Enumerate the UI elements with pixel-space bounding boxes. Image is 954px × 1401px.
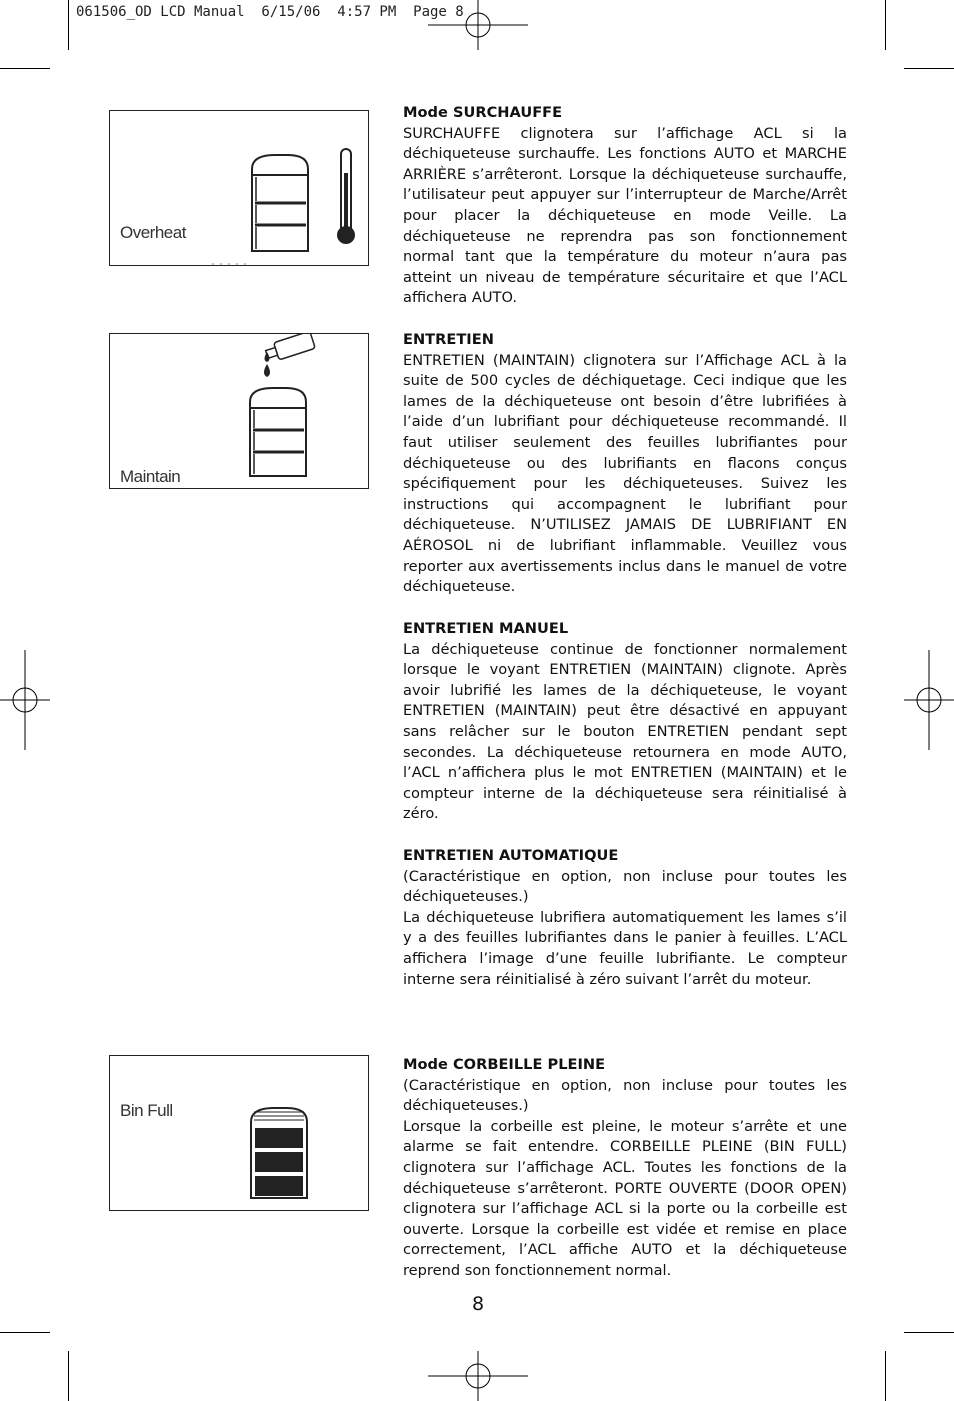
section-entretien-automatique xyxy=(403,846,847,990)
shredder-bin-full-icon xyxy=(110,1056,368,1210)
section-paragraph: La déchiqueteuse continue de fonctionner normalement lorsque le voyant ENTRETIEN (MAINTAIN) clignote. Après avoir lubrifié les lames de la déchiqueteuse, le voyant ENTRETIEN (MAINTAIN) peut être désactivé en appuyant sans relâcher sur le bouton ENTRETIEN pendant sept secondes. La déchiqueteuse retournera en mode AUTO, l’ACL n’affichera plus le mot ENTRETIEN (MAINTAIN) et le compteur interne de la déchiqueteuse sera réinitialisé à zéro. xyxy=(403,640,847,823)
section-title: ENTRETIEN AUTOMATIQUE xyxy=(403,847,619,864)
registration-mark-top xyxy=(428,0,528,50)
section-paragraph: Lorsque la corbeille est pleine, le moteur s’arrête et une alarme se fait entendre. CORBEILLE PLEINE (BIN FULL) clignotera sur l’affichage ACL. Toutes les fonctions de la déchiqueteuse s’arrêteront. PORTE OUVERTE (DOOR OPEN) clignotera sur l’affichage ACL si la porte ou la corbeille est ouverte. Lorsque la corbeille est vidée et remise en place correctement, l’ACL affiche AUTO et la déchiqueteuse reprend son fonctionnement normal. xyxy=(403,1117,847,1279)
section-paragraph: La déchiqueteuse lubrifiera automatiquement les lames s’il y a des feuilles lubrifiantes dans le panier à feuilles. L’ACL affichera l’image d’une feuille lubrifiante. Le compteur interne sera réinitialisé à zéro suivant l’arrêt du moteur. xyxy=(403,908,847,988)
section-paragraph: SURCHAUFFE clignotera sur l’affichage ACL si la déchiqueteuse surchauffe. Les fonctions AUTO et MARCHE ARRIÈRE s’arrêteront. Lorsque la déchiqueteuse surchauffe, l’utilisateur peut appuyer sur l’interrupteur de Marche/Arrêt pour placer la déchiqueteuse en mode Veille. La déchiqueteuse ne reprendra pas son fonctionnement normal tant que la température du moteur n’aura pas atteint un niveau de température sécuritaire et que l’ACL affichera AUTO. xyxy=(403,124,847,307)
section-paragraph: (Caractéristique en option, non incluse pour toutes les déchiqueteuses.) xyxy=(403,867,847,906)
shredder-oil-bottle-icon xyxy=(110,334,368,488)
print-slug: 061506_OD LCD Manual 6/15/06 4:57 PM Page 8 xyxy=(76,4,464,20)
section-entretien xyxy=(403,330,847,598)
crop-mark xyxy=(885,0,886,50)
figure-label: Overheat xyxy=(120,223,186,242)
crop-mark xyxy=(885,1351,886,1401)
section-corbeille-pleine xyxy=(403,1055,847,1282)
section-title: ENTRETIEN xyxy=(403,331,494,348)
maintain-figure xyxy=(109,333,369,489)
section-surchauffe xyxy=(403,103,847,309)
bin-full-figure xyxy=(109,1055,369,1211)
crop-mark xyxy=(68,1351,69,1401)
crop-mark xyxy=(0,68,50,69)
crop-mark xyxy=(68,0,69,50)
crop-mark xyxy=(0,1332,50,1333)
crop-mark xyxy=(904,68,954,69)
crop-mark xyxy=(904,1332,954,1333)
overheat-figure xyxy=(109,110,369,266)
registration-mark-left xyxy=(0,650,50,750)
section-paragraph: ENTRETIEN (MAINTAIN) clignotera sur l’Affichage ACL à la suite de 500 cycles de déchiquetage. Ceci indique que les lames de la déchiqueteuse ont besoin d’être lubrifiées à l’aide d’un lubrifiant pour déchiqueteuse recommandé. Il faut utiliser seulement des feuilles lubrifiantes pour déchiqueteuse ou des lubrifiants en flacons conçus spécifiquement pour les déchiqueteuses. Suivez les instructions qui accompagnent le lubrifiant pour déchiqueteuse. N’UTILISEZ JAMAIS DE LUBRIFIANT EN AÉROSOL ni de lubrifiant inflammable. Veuillez vous reporter aux avertissements inclus dans le manuel de votre déchiqueteuse. xyxy=(403,351,847,596)
section-title: Mode CORBEILLE PLEINE xyxy=(403,1056,606,1073)
section-title: ENTRETIEN MANUEL xyxy=(403,620,569,637)
page-number: 8 xyxy=(472,1293,485,1315)
figure-label: Bin Full xyxy=(120,1101,173,1120)
section-paragraph: (Caractéristique en option, non incluse pour toutes les déchiqueteuses.) xyxy=(403,1076,847,1115)
figure-label: Maintain xyxy=(120,467,181,486)
registration-mark-bottom xyxy=(428,1351,528,1401)
section-title: Mode SURCHAUFFE xyxy=(403,104,563,121)
registration-mark-right xyxy=(904,650,954,750)
section-entretien-manuel xyxy=(403,619,847,825)
